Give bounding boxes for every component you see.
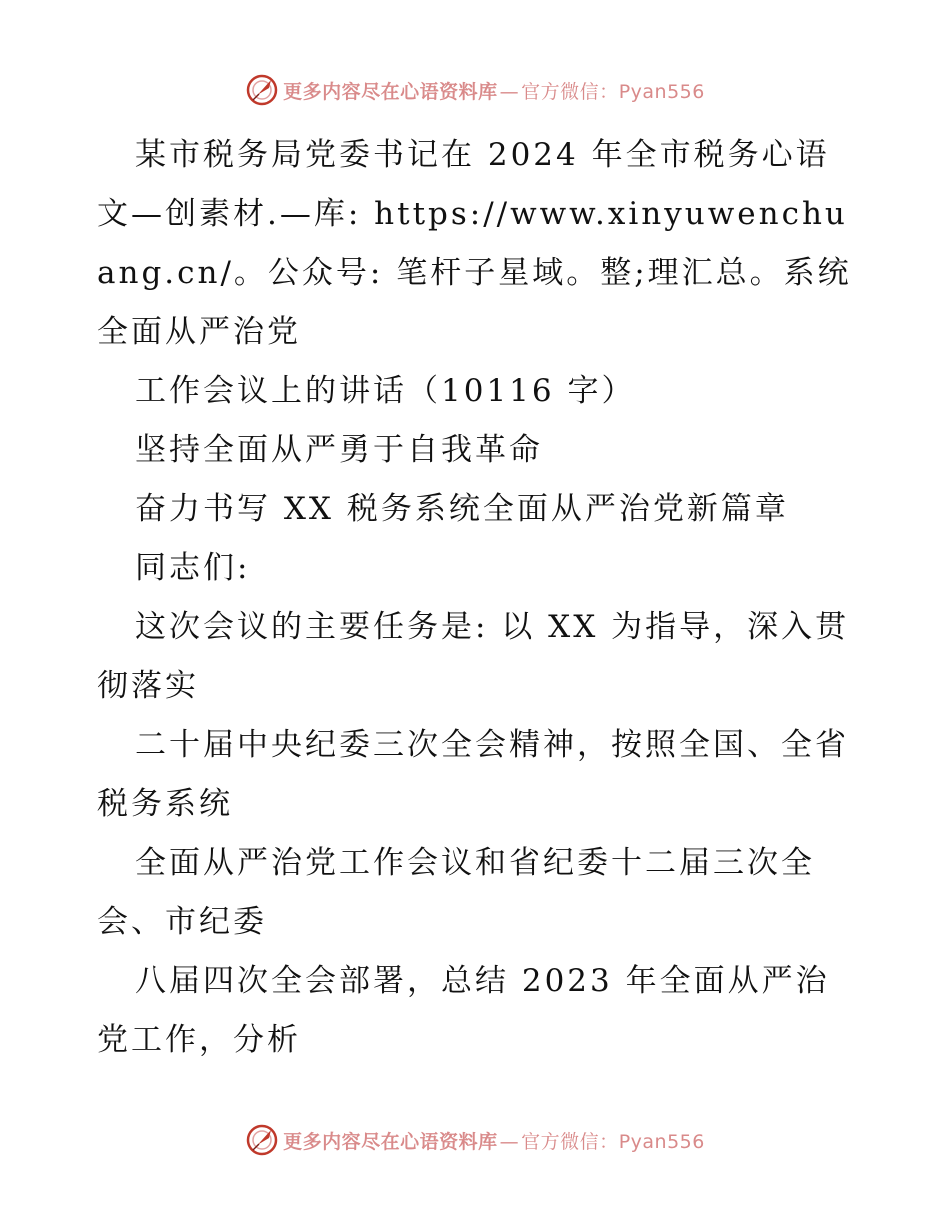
paragraph-subtitle: 工作会议上的讲话（10116 字） bbox=[135, 373, 636, 409]
watermark-dash: — bbox=[499, 1130, 520, 1153]
watermark-dash: — bbox=[499, 80, 520, 103]
paragraph-body: 这次会议的主要任务是: 以 XX 为指导，深入贯彻落实 bbox=[97, 609, 850, 704]
paragraph-body: 全面从严治党工作会议和省纪委十二届三次全会、市纪委 bbox=[97, 845, 815, 940]
paragraph-salutation: 同志们: bbox=[135, 550, 251, 586]
quill-logo-icon bbox=[245, 73, 279, 107]
paragraph-heading-1: 坚持全面从严勇于自我革命 bbox=[135, 432, 543, 468]
document-body bbox=[97, 126, 853, 1070]
paragraph-body: 二十届中央纪委三次全会精神，按照全国、全省税务系统 bbox=[97, 727, 849, 822]
watermark-wechat-id: Pyan556 bbox=[618, 1130, 705, 1153]
paragraph-heading-2: 奋力书写 XX 税务系统全面从严治党新篇章 bbox=[135, 491, 789, 527]
watermark-text bbox=[283, 77, 705, 104]
header-watermark bbox=[0, 70, 950, 110]
watermark-wechat-id: Pyan556 bbox=[618, 80, 705, 103]
watermark-wechat-label: 官方微信： bbox=[521, 1130, 619, 1153]
paragraph-title-line: 某市税务局党委书记在 2024 年全市税务心语文—创素材.—库: https://www.xinyuwenchuang.cn/。公众号: 笔杆子星域。整;理汇总。系统全面从严治党 bbox=[97, 137, 852, 350]
watermark-main-text: 更多内容尽在心语资料库 bbox=[283, 1130, 498, 1153]
quill-logo-icon bbox=[245, 1123, 279, 1157]
paragraph-body: 八届四次全会部署，总结 2023 年全面从严治党工作，分析 bbox=[97, 963, 830, 1058]
watermark-wechat-label: 官方微信： bbox=[521, 80, 619, 103]
footer-watermark bbox=[0, 1120, 950, 1160]
watermark-text bbox=[283, 1127, 705, 1154]
watermark-main-text: 更多内容尽在心语资料库 bbox=[283, 80, 498, 103]
